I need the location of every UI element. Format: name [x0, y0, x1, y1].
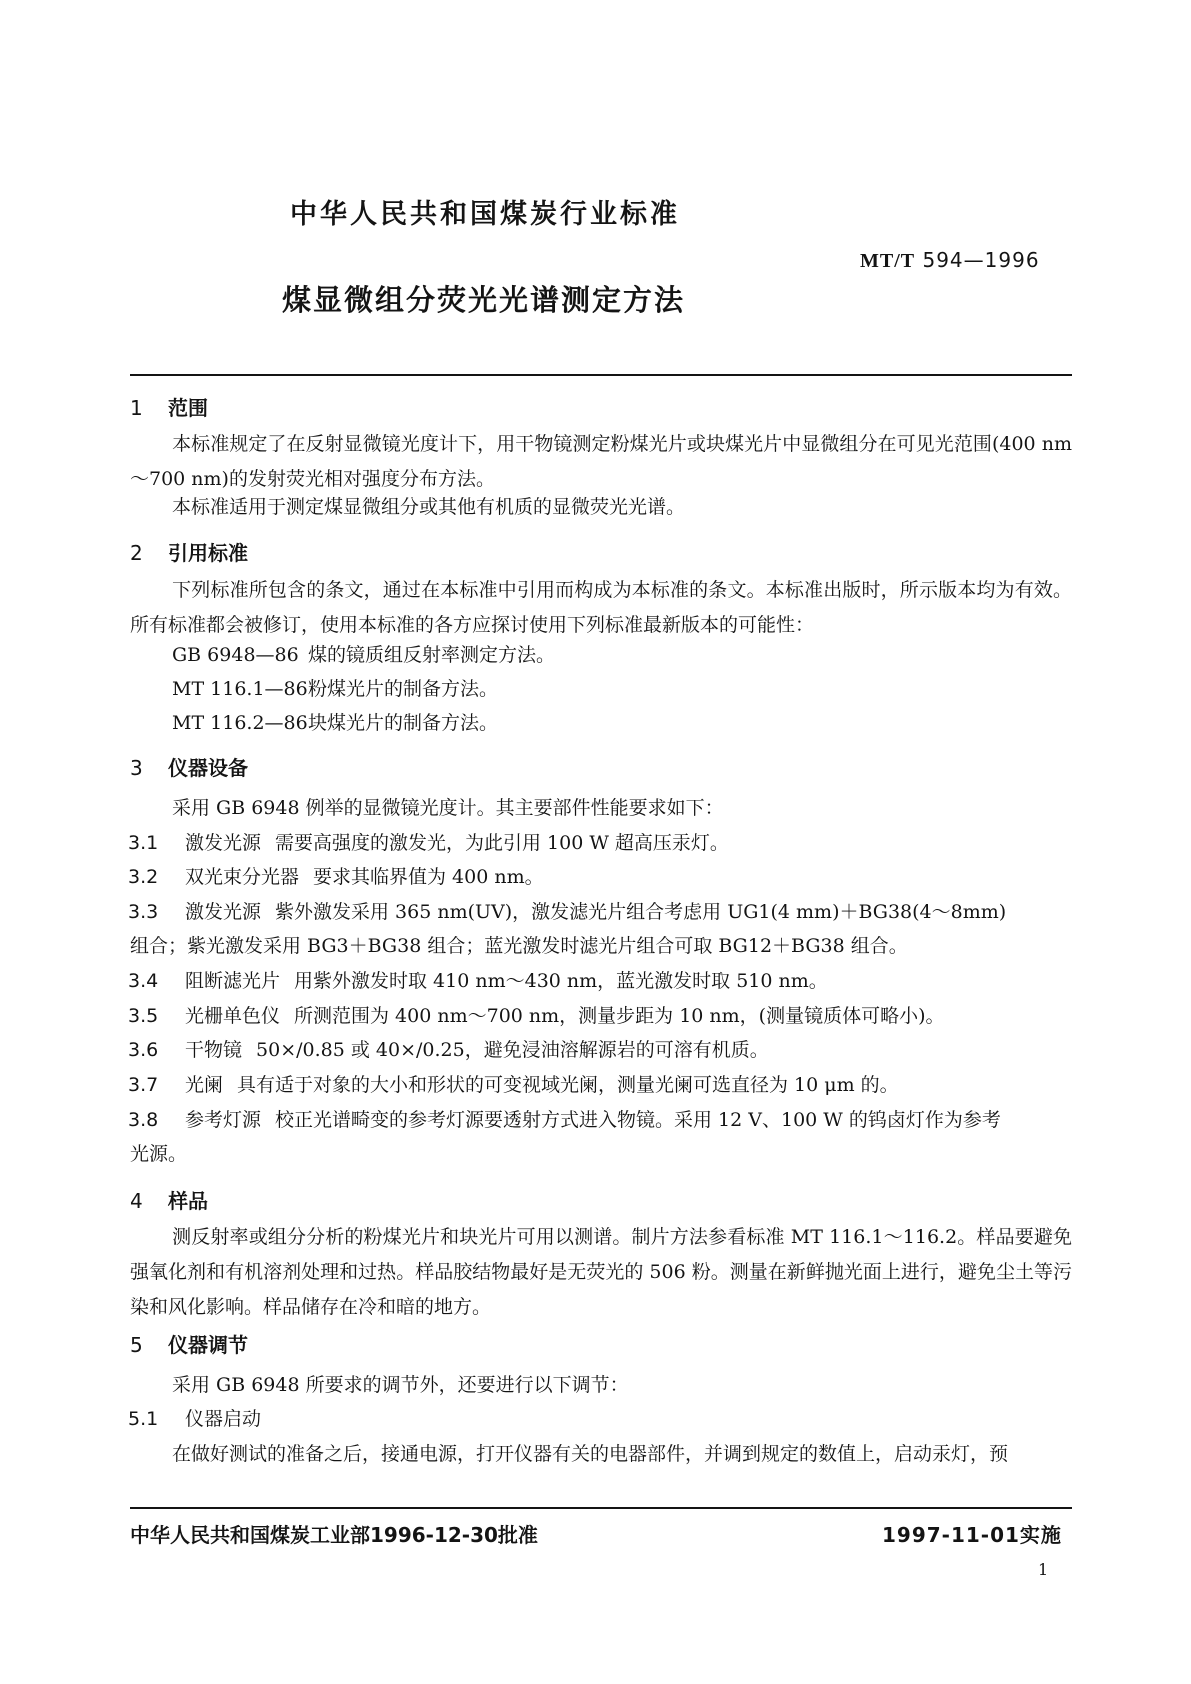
clause-number: 3.8: [128, 1109, 159, 1131]
section-number: 2: [130, 541, 143, 565]
clause-number: 3.3: [128, 901, 159, 923]
clause-number: 3.2: [128, 866, 159, 888]
standard-number: [860, 248, 1040, 273]
clause-text: 要求其临界值为 400 nm。: [313, 866, 544, 888]
document-title: 煤显微组分荧光光谱测定方法: [282, 283, 686, 317]
clause-label: 阻断滤光片: [185, 970, 281, 992]
section-title: 仪器设备: [168, 756, 248, 780]
section-number: 1: [130, 396, 143, 420]
paragraph-text: 本标准适用于测定煤显微组分或其他有机质的显微荧光光谱。: [172, 496, 686, 518]
clause-number: 3.4: [128, 970, 159, 992]
clause-number: 3.1: [128, 832, 159, 854]
reference-name: 块煤光片的制备方法。: [308, 712, 499, 734]
clause-text: 用紫外激发时取 410 nm～430 nm，蓝光激发时取 510 nm。: [294, 970, 828, 992]
section-5-intro: 采用 GB 6948 所要求的调节外，还要进行以下调节：: [172, 1374, 629, 1396]
clause-3-1: [128, 828, 729, 855]
section-1-heading: [130, 392, 208, 421]
issuing-body-title: 中华人民共和国煤炭行业标准: [290, 199, 680, 230]
reference-item: [172, 708, 498, 735]
footer-divider: [130, 1507, 1072, 1509]
approval-statement: 中华人民共和国煤炭工业部1996-12-30批准: [130, 1523, 538, 1547]
section-title: 样品: [168, 1189, 208, 1213]
section-title: 范围: [168, 396, 208, 420]
paragraph-text: 下列标准所包含的条文，通过在本标准中引用而构成为本标准的条文。本标准出版时，所示版本均为有效。所有标准都会被修订，使用本标准的各方应探讨使用下列标准最新版本的可能性：: [130, 579, 1072, 636]
clause-3-2: [128, 862, 544, 889]
clause-number: 3.7: [128, 1074, 159, 1096]
clause-label: 参考灯源: [185, 1109, 262, 1131]
reference-name: 粉煤光片的制备方法。: [308, 678, 499, 700]
clause-5-1-text: 在做好测试的准备之后，接通电源，打开仪器有关的电器部件，并调到规定的数值上，启动汞灯，预: [172, 1443, 1009, 1465]
clause-3-8: [128, 1105, 1001, 1132]
clause-text: 具有适于对象的大小和形状的可变视域光阑，测量光阑可选直径为 10 μm 的。: [237, 1074, 899, 1096]
clause-3-3: [128, 897, 1006, 924]
paragraph-text: 测反射率或组分分析的粉煤光片和块光片可用以测谱。制片方法参看标准 MT 116.1～116.2。样品要避免强氧化剂和有机溶剂处理和过热。样品胶结物最好是无荧光的 506 粉。测量在新鲜抛光面上进行，避免尘土等污染和风化影响。样品储存在冷和暗的地方。: [130, 1226, 1072, 1318]
paragraph-text: 本标准规定了在反射显微镜光度计下，用干物镜测定粉煤光片或块煤光片中显微组分在可见光范围(400 nm～700 nm)的发射荧光相对强度分布方法。: [130, 433, 1072, 490]
clause-3-8-continuation: 光源。: [130, 1143, 188, 1165]
reference-code: GB 6948—86: [172, 644, 299, 666]
section-1-paragraph-2: [130, 490, 1072, 525]
section-number: 5: [130, 1333, 143, 1357]
clause-3-5: [128, 1001, 945, 1028]
standard-code: MT/T: [860, 250, 916, 272]
standard-year-number: 594—1996: [922, 248, 1040, 272]
implementation-date: 1997-11-01实施: [882, 1523, 1062, 1547]
reference-item: [172, 640, 555, 667]
section-3-intro: 采用 GB 6948 例举的显微镜光度计。其主要部件性能要求如下：: [172, 797, 724, 819]
clause-label: 双光束分光器: [185, 866, 300, 888]
section-2-heading: [130, 537, 248, 566]
section-number: 3: [130, 756, 143, 780]
section-title: 引用标准: [168, 541, 248, 565]
clause-number: 5.1: [128, 1408, 159, 1430]
section-4-heading: [130, 1185, 208, 1214]
clause-text: 50×/0.85 或 40×/0.25，避免浸油溶解源岩的可溶有机质。: [256, 1039, 769, 1061]
clause-number: 3.5: [128, 1005, 159, 1027]
clause-3-6: [128, 1035, 769, 1062]
section-5-heading: [130, 1329, 248, 1358]
clause-text: 校正光谱畸变的参考灯源要透射方式进入物镜。采用 12 V、100 W 的钨卤灯作为参考: [275, 1109, 1001, 1131]
clause-3-4: [128, 966, 828, 993]
clause-label: 激发光源: [185, 901, 262, 923]
section-title: 仪器调节: [168, 1333, 248, 1357]
clause-5-1-heading: [128, 1404, 261, 1431]
clause-label: 激发光源: [185, 832, 262, 854]
section-4-paragraph-1: [130, 1220, 1072, 1325]
section-2-paragraph-1: [130, 573, 1072, 643]
clause-label: 光栅单色仪: [185, 1005, 281, 1027]
section-3-heading: [130, 752, 248, 781]
clause-text: 所测范围为 400 nm～700 nm，测量步距为 10 nm，(测量镜质体可略小)。: [294, 1005, 945, 1027]
clause-title: 仪器启动: [185, 1408, 262, 1430]
reference-code: MT 116.2—86: [172, 712, 308, 734]
header-divider: [130, 374, 1072, 376]
section-1-paragraph-1: [130, 427, 1072, 497]
clause-label: 干物镜: [185, 1039, 243, 1061]
clause-3-3-continuation: 组合；紫光激发采用 BG3＋BG38 组合；蓝光激发时滤光片组合可取 BG12＋BG38 组合。: [130, 935, 908, 957]
clause-text: 紫外激发采用 365 nm(UV)，激发滤光片组合考虑用 UG1(4 mm)＋BG38(4～8mm): [275, 901, 1007, 923]
section-number: 4: [130, 1189, 143, 1213]
reference-name: 煤的镜质组反射率测定方法。: [308, 644, 556, 666]
clause-3-7: [128, 1070, 899, 1097]
reference-item: [172, 674, 498, 701]
clause-label: 光阑: [185, 1074, 224, 1096]
clause-number: 3.6: [128, 1039, 159, 1061]
clause-text: 需要高强度的激发光，为此引用 100 W 超高压汞灯。: [275, 832, 729, 854]
page-number: 1: [1038, 1560, 1049, 1579]
reference-code: MT 116.1—86: [172, 678, 308, 700]
